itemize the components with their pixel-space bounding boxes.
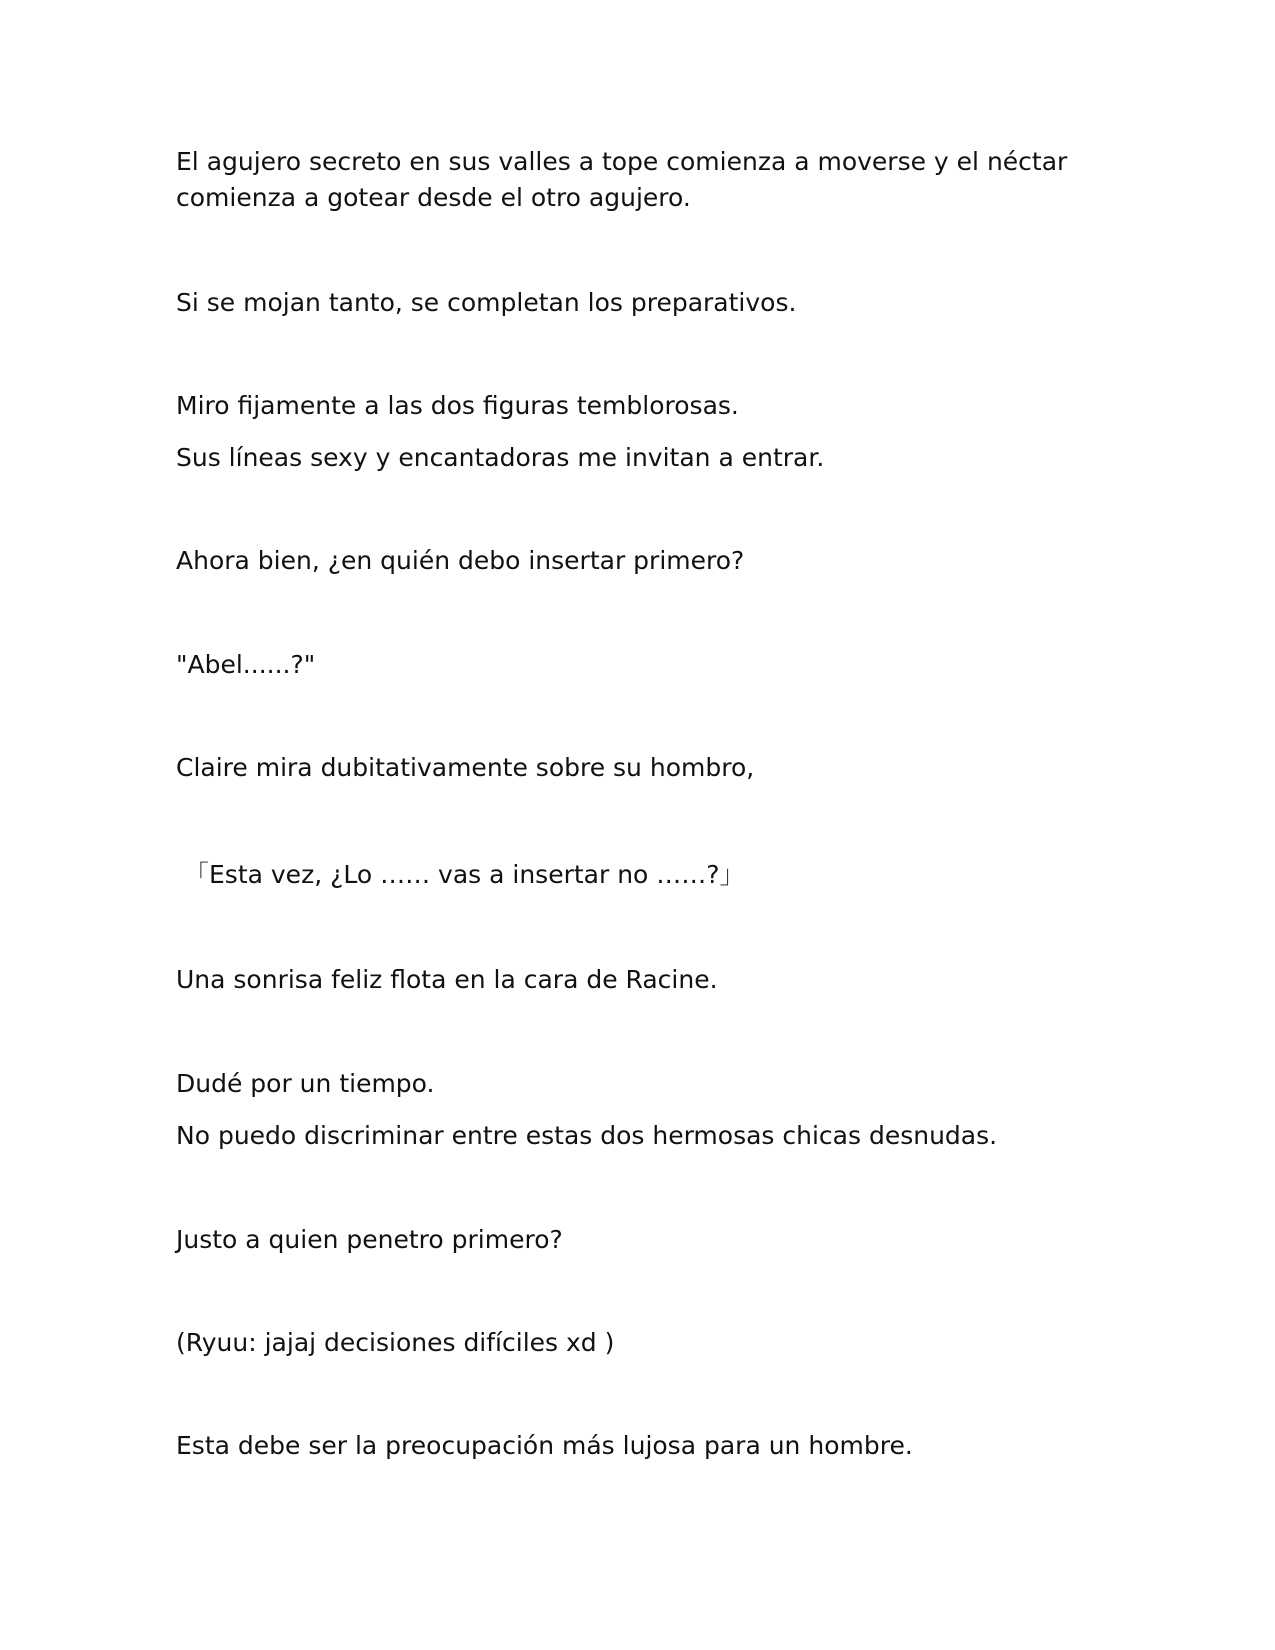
paragraph-14: Esta debe ser la preocupación más lujosa para un hombre. <box>176 1431 913 1460</box>
paragraph-11: No puedo discriminar entre estas dos hermosas chicas desnudas. <box>176 1121 998 1150</box>
paragraph-8: 「Esta vez, ¿Lo …… vas a insertar no ……?」 <box>184 860 745 889</box>
paragraph-1: El agujero secreto en sus valles a tope comienza a moverse y el néctar comienza a gotear desde el otro agujero. <box>176 147 1076 212</box>
paragraph-5: Ahora bien, ¿en quién debo insertar primero? <box>176 546 745 575</box>
paragraph-3: Miro fijamente a las dos figuras temblorosas. <box>176 391 739 420</box>
paragraph-9: Una sonrisa feliz flota en la cara de Racine. <box>176 965 718 994</box>
paragraph-12: Justo a quien penetro primero? <box>176 1225 563 1254</box>
paragraph-4: Sus líneas sexy y encantadoras me invitan a entrar. <box>176 443 825 472</box>
paragraph-2: Si se mojan tanto, se completan los preparativos. <box>176 288 797 317</box>
paragraph-6: "Abel......?" <box>176 650 316 679</box>
paragraph-13: (Ryuu: jajaj decisiones difíciles xd ) <box>176 1328 615 1357</box>
paragraph-10: Dudé por un tiempo. <box>176 1069 435 1098</box>
paragraph-7: Claire mira dubitativamente sobre su hombro, <box>176 753 755 782</box>
